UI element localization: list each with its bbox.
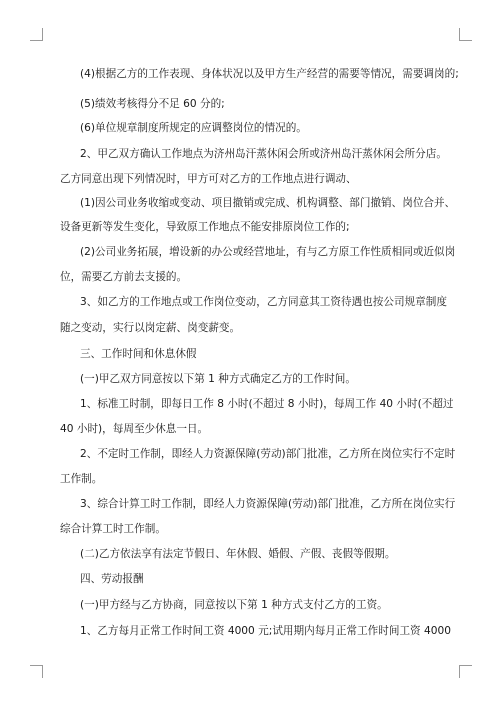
crop-mark-top-right xyxy=(459,28,472,41)
crop-mark-bottom-left xyxy=(30,665,43,678)
crop-mark-top-left xyxy=(30,28,43,41)
document-page: (4)根据乙方的工作表现、身体状况以及甲方生产经营的需要等情况，需要调岗的; (5)绩效考核得分不足 60 分的; (6)单位规章制度所规定的应调整岗位的情况的。 2、甲乙双方确认工作地点为济州岛汗蒸休闲会所或济州岛汗蒸休闲会所分店。 乙方同意出现下列情况时，甲方可对乙方的工作地点进行调动、 (1)因公司业务收缩或变动、项目撤销或完成、机构调整、部门撤销、岗位合并、 设备更新等发生变化，导致原工作地点不能安排原岗位工作的; (2)公司业务拓展，增设新的办公或经营地址，有与乙方原工作性质相同或近似岗 位，需要乙方前去支援的。 3、如乙方的工作地点或工作岗位变动，乙方同意其工资待遇也按公司规章制度 随之变动，实行以岗定薪、岗变薪变。 三、工作时间和休息休假 (一)甲乙双方同意按以下第 1 种方式确定乙方的工作时间。 1、标准工时制，即每日工作 8 小时(不超过 8 小时)，每周工作 40 小时(不超过 40 小时)，每周至少休息一日。 2、不定时工作制，即经人力资源保障(劳动)部门批准，乙方所在岗位实行不定时 工作制。 3、综合计算工时工作制，即经人力资源保障(劳动)部门批准，乙方所在岗位实行 综合计算工时工作制。 (二)乙方依法享有法定节假日、年休假、婚假、产假、丧假等假期。 四、劳动报酬 (一)甲方经与乙方协商，同意按以下第 1 种方式支付乙方的工资。 1、乙方每月正常工作时间工资 4000 元;试用期内每月正常工作时间工资 4000 xyxy=(0,0,500,707)
crop-mark-bottom-right xyxy=(459,665,472,678)
